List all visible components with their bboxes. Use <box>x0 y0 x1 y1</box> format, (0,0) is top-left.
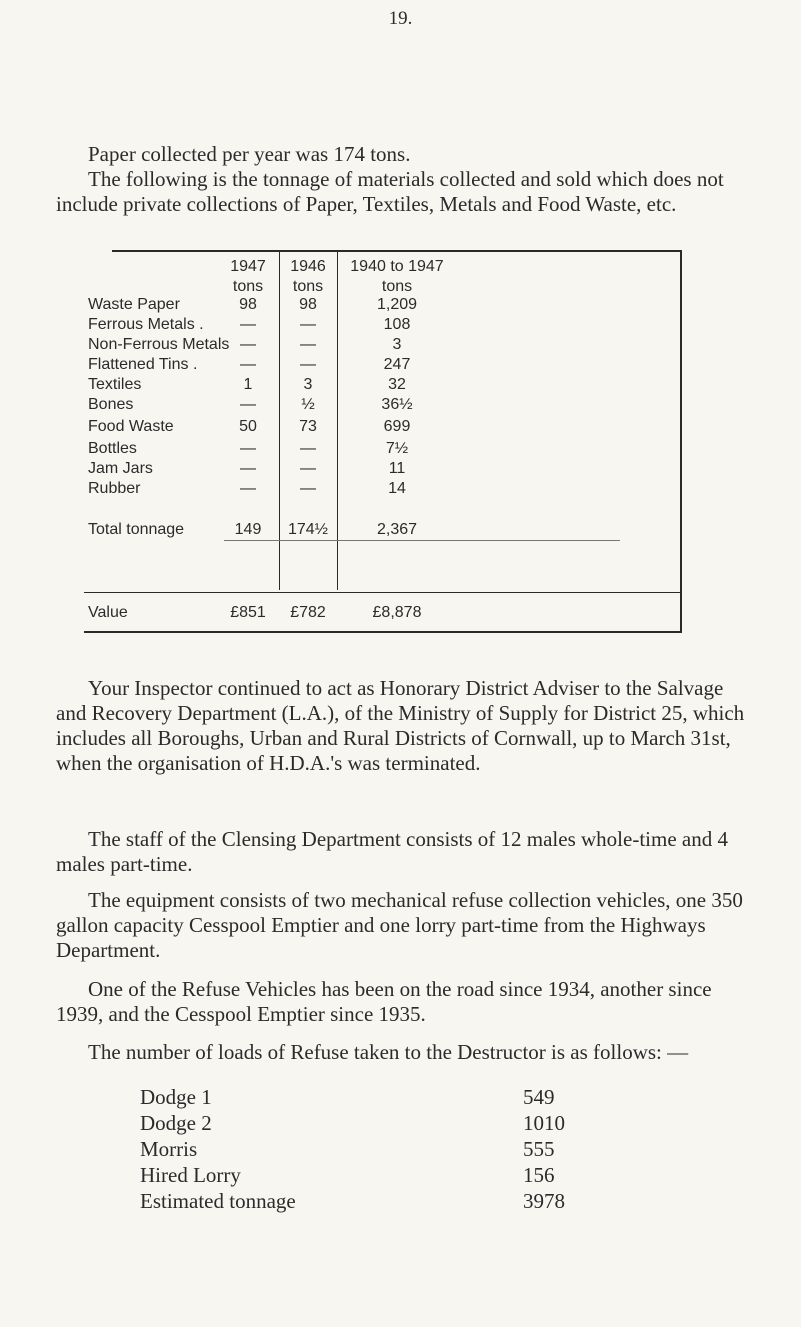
row-total: 247 <box>383 356 411 373</box>
table-bottom-rule <box>84 631 682 633</box>
page-number: 19. <box>388 8 413 29</box>
salvage-table <box>84 250 682 633</box>
paragraph-inspector: Your Inspector continued to act as Honorary District Adviser to the Salvage and Recovery Department (L.A.), of the Ministry of Supply for District 25, which includes all Boroughs, Urban and Rural Districts of Cornwall, up to March 31st, when the organisation of H.D.A.'s was terminated. <box>56 676 745 775</box>
value-1947: £851 <box>230 604 266 621</box>
header-1940-1947-unit: tons <box>381 278 413 295</box>
load-value: 555 <box>523 1137 555 1161</box>
value-1940-1947: £8,878 <box>372 604 422 621</box>
row-label: Bones <box>88 396 134 413</box>
load-value: 549 <box>523 1085 555 1109</box>
paragraph-staff: The staff of the Clensing Department consists of 12 males whole-time and 4 males part-time. <box>56 827 728 876</box>
row-total: 32 <box>388 376 406 393</box>
row-1947: 50 <box>239 418 257 435</box>
row-label: Food Waste <box>88 418 174 435</box>
list-item <box>140 1087 570 1108</box>
total-1946: 174½ <box>287 521 329 538</box>
row-label: Jam Jars <box>88 460 153 477</box>
paragraph-equipment: The equipment consists of two mechanical refuse collection vehicles, one 350 gallon capacity Cesspool Emptier and one lorry part-time from the Highways Department. <box>56 888 743 962</box>
row-label: Textiles <box>88 376 142 393</box>
row-total: 699 <box>383 418 411 435</box>
row-total: 108 <box>383 316 411 333</box>
row-1947: — <box>240 440 256 457</box>
total-label: Total tonnage <box>88 521 185 538</box>
list-item <box>140 1113 570 1134</box>
row-label: Rubber <box>88 480 141 497</box>
load-value: 156 <box>523 1163 555 1187</box>
table-right-rule <box>680 250 682 633</box>
load-value: 3978 <box>523 1189 565 1213</box>
row-1947: — <box>240 396 256 413</box>
header-1946: 1946 <box>290 258 326 275</box>
paragraph-vehicles: One of the Refuse Vehicles has been on the road since 1934, another since 1939, and the Cesspool Emptier since 1935. <box>56 977 712 1026</box>
row-1947: — <box>240 316 256 333</box>
loads-list <box>140 1087 570 1212</box>
row-1946: — <box>300 356 316 373</box>
row-1946: — <box>300 336 316 353</box>
list-item <box>140 1191 570 1212</box>
row-1947: — <box>240 460 256 477</box>
row-total: 7½ <box>385 440 409 457</box>
list-item <box>140 1139 570 1160</box>
row-total: 14 <box>388 480 406 497</box>
row-label: Bottles <box>88 440 137 457</box>
row-1946: 98 <box>299 296 317 313</box>
row-1946: — <box>300 316 316 333</box>
row-1946: ½ <box>301 396 315 413</box>
row-1946: — <box>300 460 316 477</box>
table-value-rule <box>84 592 682 593</box>
row-total: 3 <box>392 336 402 353</box>
total-1940-1947: 2,367 <box>376 521 418 538</box>
header-1940-1947: 1940 to 1947 <box>350 258 444 275</box>
row-1947: — <box>240 480 256 497</box>
row-1947: 98 <box>239 296 257 313</box>
row-label: Non-Ferrous Metals <box>88 336 230 353</box>
row-total: 11 <box>388 460 406 477</box>
table-top-rule <box>112 250 682 252</box>
intro-line-2: The following is the tonnage of materials collected and sold which does not include private collections of Paper, Textiles, Metals and Food Waste, etc. <box>56 167 724 216</box>
row-1947: — <box>240 336 256 353</box>
total-1947: 149 <box>234 521 262 538</box>
value-1946: £782 <box>290 604 326 621</box>
row-1946: — <box>300 480 316 497</box>
row-1946: — <box>300 440 316 457</box>
load-name: Estimated tonnage <box>140 1189 296 1213</box>
row-1947: 1 <box>243 376 253 393</box>
row-label: Flattened Tins . <box>88 356 198 373</box>
intro-line-1: Paper collected per year was 174 tons. <box>88 142 411 166</box>
load-name: Dodge 2 <box>140 1111 212 1135</box>
table-total-rule <box>224 540 620 541</box>
row-total: 1,209 <box>376 296 418 313</box>
row-1946: 73 <box>299 418 317 435</box>
list-item <box>140 1165 570 1186</box>
row-total: 36½ <box>381 396 413 413</box>
row-1947: — <box>240 356 256 373</box>
load-value: 1010 <box>523 1111 565 1135</box>
header-1947-unit: tons <box>232 278 264 295</box>
paragraph-loads-intro: The number of loads of Refuse taken to the Destructor is as follows: — <box>88 1040 689 1064</box>
row-1946: 3 <box>303 376 313 393</box>
value-label: Value <box>88 604 128 621</box>
header-1947: 1947 <box>230 258 266 275</box>
load-name: Morris <box>140 1137 198 1161</box>
load-name: Hired Lorry <box>140 1163 241 1187</box>
load-name: Dodge 1 <box>140 1085 212 1109</box>
row-label: Ferrous Metals . <box>88 316 204 333</box>
header-1946-unit: tons <box>292 278 324 295</box>
row-label: Waste Paper <box>88 296 180 313</box>
